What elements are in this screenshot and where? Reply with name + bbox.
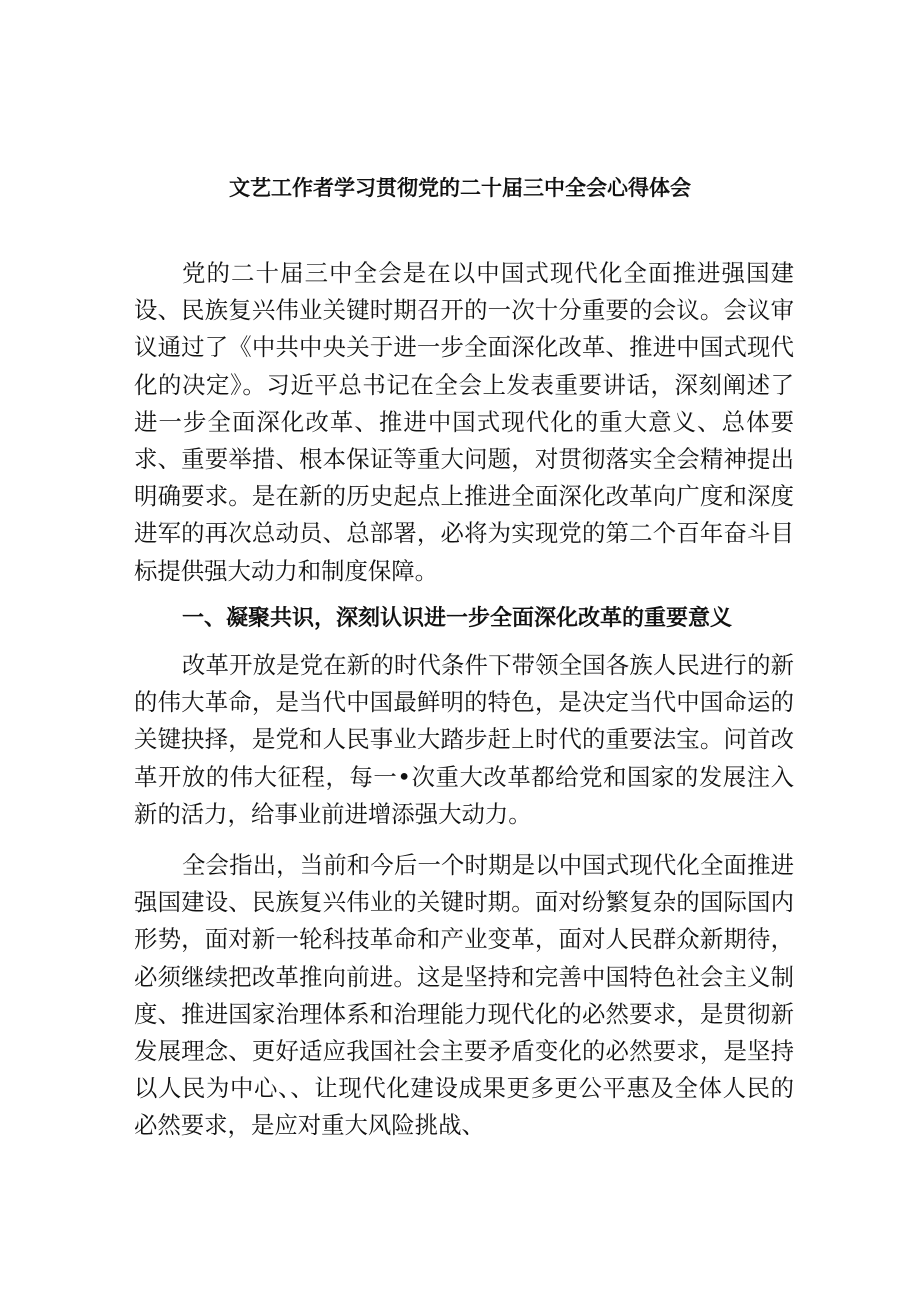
section-heading: 一、凝聚共识，深刻认识进一步全面深化改革的重要意义 [182,605,733,631]
paragraph-plenum: 全会指出，当前和今后一个时期是以中国式现代化全面推进强国建设、民族复兴伟业的关键时期。面对纷繁复杂的国际国内形势，面对新一轮科技革命和产业变革，面对人民群众新期待，必须继续把改革推向前进。这是坚持和完善中国特色社会主义制度、推进国家治理体系和治理能力现代化的必然要求，是贯彻新发展理念、更好适应我国社会主要矛盾变化的必然要求，是坚持以人民为中心、、让现代化建设成果更多更公平惠及全体人民的必然要求，是应对重大风险挑战、 [134,851,794,1140]
paragraph-reform: 改革开放是党在新的时代条件下带领全国各族人民进行的新的伟大革命，是当代中国最鲜明的特色，是决定当代中国命运的关键抉择，是党和人民事业大踏步赶上时代的重要法宝。问首改革开放的伟大征程，每一•次重大改革都给党和国家的发展注入新的活力，给事业前进增添强大动力。 [134,651,794,828]
document-body [134,255,794,1145]
document-title: 文艺工作者学习贯彻党的二十届三中全会心得体会 [229,176,691,200]
paragraph-intro: 党的二十届三中全会是在以中国式现代化全面推进强国建设、民族复兴伟业关键时期召开的一次十分重要的会议。会议审议通过了《中共中央关于进一步全面深化改革、推进中国式现代化的决定》。习近平总书记在全会上发表重要讲话，深刻阐述了进一步全面深化改革、推进中国式现代化的重大意义、总体要求、重要举措、根本保证等重大问题，对贯彻落实全会精神提出明确要求。是在新的历史起点上推进全面深化改革向广度和深度进军的再次总动员、总部署，必将为实现党的第二个百年奋斗目标提供强大动力和制度保障。 [134,259,794,585]
